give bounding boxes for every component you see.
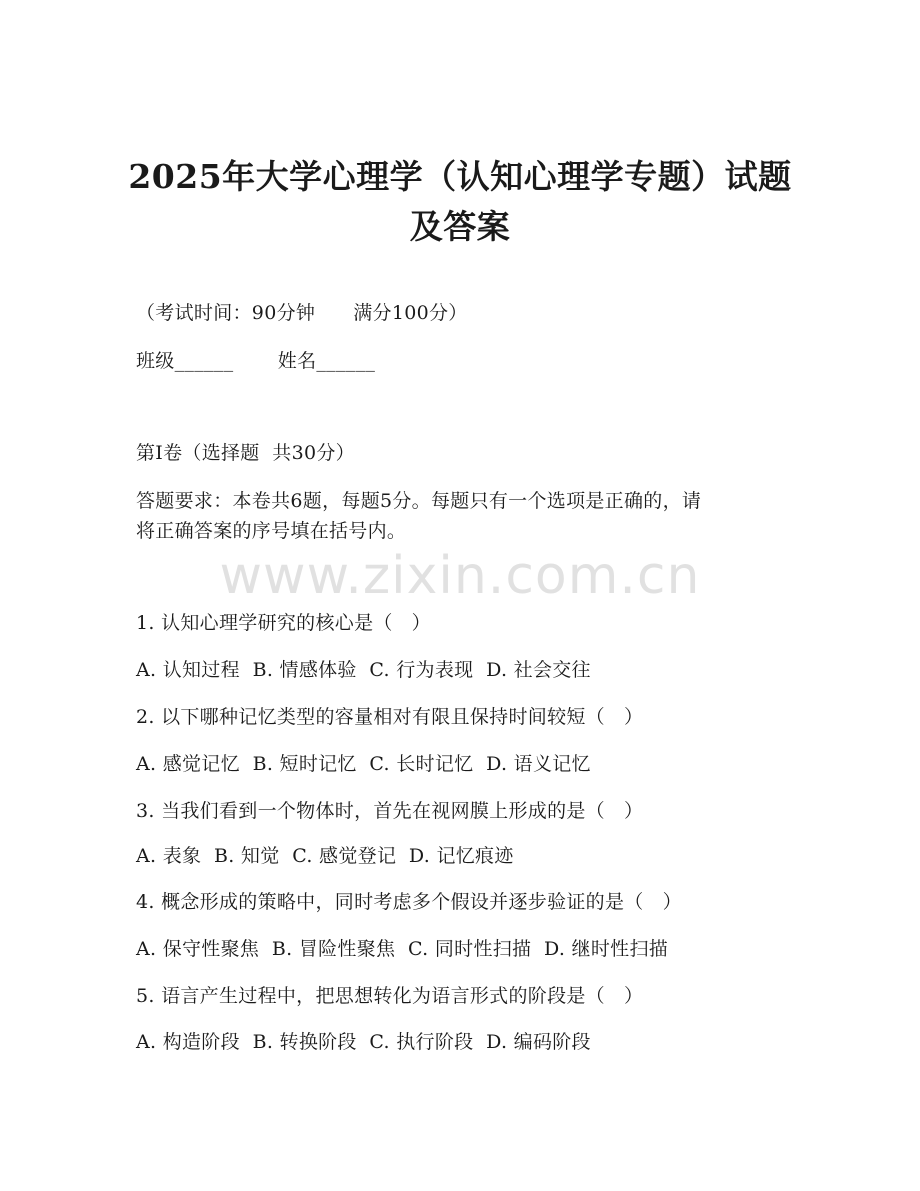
watermark: www.zixin.com.cn <box>219 546 701 606</box>
question-3-stem: 3. 当我们看到一个物体时，首先在视网膜上形成的是（ ） <box>136 800 644 822</box>
question-5-options: A. 构造阶段 B. 转换阶段 C. 执行阶段 D. 编码阶段 <box>136 1031 591 1053</box>
section-heading: 第I卷（选择题 共30分） <box>136 442 355 464</box>
student-fields: 班级______ 姓名______ <box>136 350 376 372</box>
question-3-options: A. 表象 B. 知觉 C. 感觉登记 D. 记忆痕迹 <box>136 845 514 867</box>
question-4-stem: 4. 概念形成的策略中，同时考虑多个假设并逐步验证的是（ ） <box>136 891 682 913</box>
question-4-options: A. 保守性聚焦 B. 冒险性聚焦 C. 同时性扫描 D. 继时性扫描 <box>136 938 669 960</box>
question-5-stem: 5. 语言产生过程中，把思想转化为语言形式的阶段是（ ） <box>136 985 644 1007</box>
question-1-stem: 1. 认知心理学研究的核心是（ ） <box>136 612 431 634</box>
document-title-line-1: 2025年大学心理学（认知心理学专题）试题 <box>128 157 792 196</box>
question-2-options: A. 感觉记忆 B. 短时记忆 C. 长时记忆 D. 语义记忆 <box>136 753 591 775</box>
question-2-stem: 2. 以下哪种记忆类型的容量相对有限且保持时间较短（ ） <box>136 706 644 728</box>
instructions-line-1: 答题要求：本卷共6题，每题5分。每题只有一个选项是正确的，请 <box>136 490 702 512</box>
question-1-options: A. 认知过程 B. 情感体验 C. 行为表现 D. 社会交往 <box>136 659 591 681</box>
exam-info: （考试时间：90分钟 满分100分） <box>136 302 468 324</box>
document-title-line-2: 及答案 <box>409 207 511 246</box>
instructions-line-2: 将正确答案的序号填在括号内。 <box>136 520 407 542</box>
